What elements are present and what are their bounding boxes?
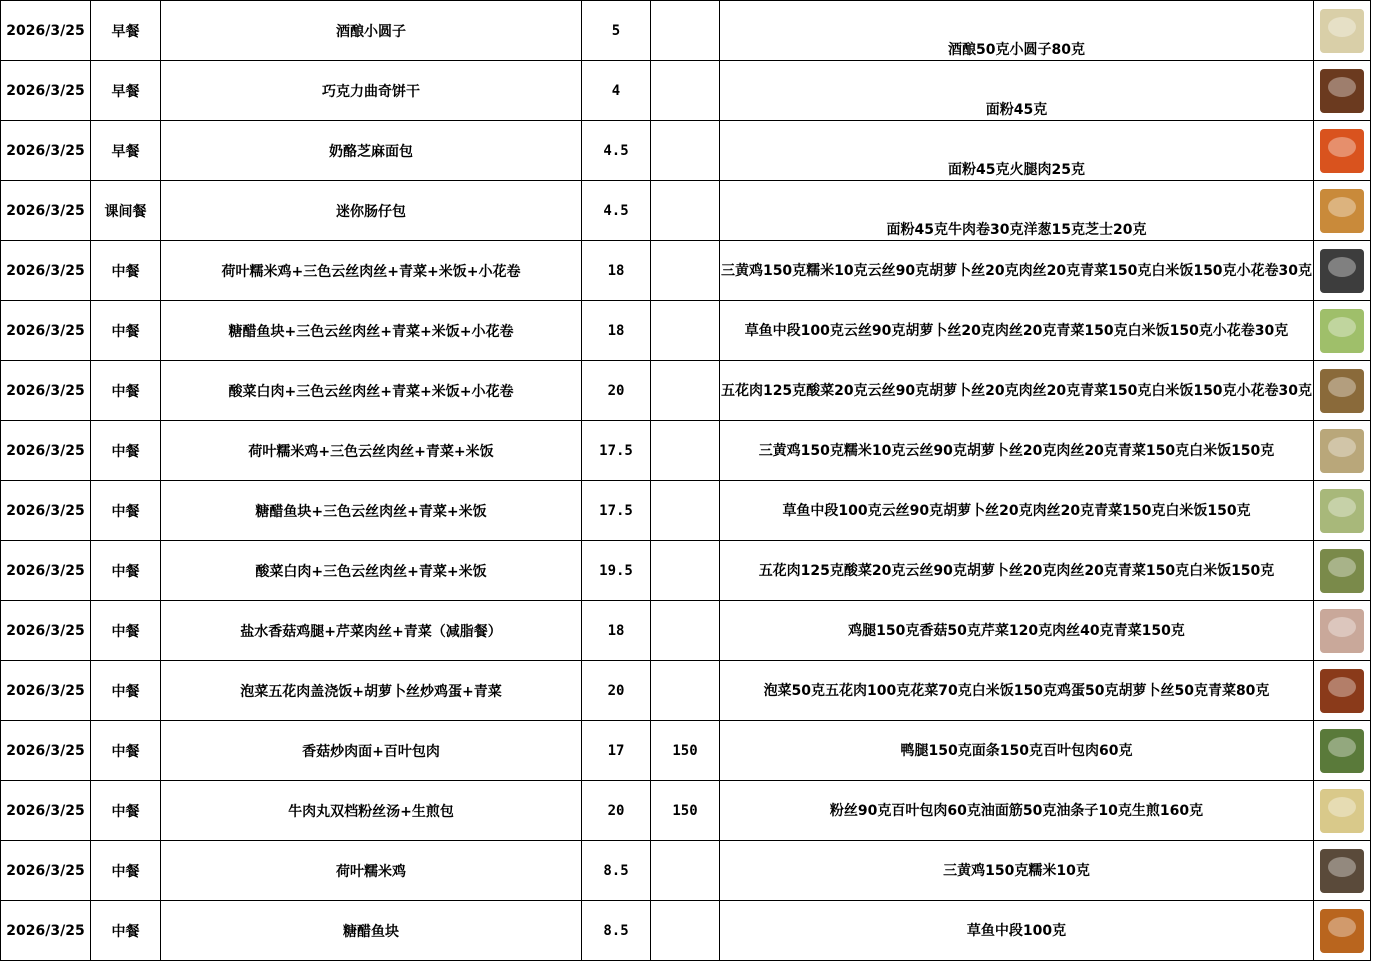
ingredients-cell [720, 481, 1314, 541]
ingredients-text: 三黄鸡150克糯米10克云丝90克胡萝卜丝20克肉丝20克青菜150克白米饭150克小花卷30克 [720, 262, 1313, 279]
dish-name-cell: 荷叶糯米鸡+三色云丝肉丝+青菜+米饭+小花卷 [161, 241, 582, 301]
table-row [1, 361, 1371, 421]
dish-image-cell [1314, 841, 1371, 901]
ingredients-cell [720, 841, 1314, 901]
dish-photo [1320, 849, 1364, 893]
dish-name-cell: 酸菜白肉+三色云丝肉丝+青菜+米饭 [161, 541, 582, 601]
table-row [1, 61, 1371, 121]
dish-name-cell: 牛肉丸双档粉丝汤+生煎包 [161, 781, 582, 841]
table-row [1, 481, 1371, 541]
meal-type-cell: 早餐 [91, 1, 161, 61]
ingredients-text: 酒酿50克小圆子80克 [948, 42, 1085, 58]
dish-name-cell: 荷叶糯米鸡+三色云丝肉丝+青菜+米饭 [161, 421, 582, 481]
table-row [1, 601, 1371, 661]
dish-photo [1320, 489, 1364, 533]
extra-cell [651, 1, 720, 61]
ingredients-text: 粉丝90克百叶包肉60克油面筋50克油条子10克生煎160克 [829, 802, 1204, 819]
price-cell: 8.5 [582, 901, 651, 961]
extra-cell: 150 [651, 781, 720, 841]
price-cell: 4.5 [582, 121, 651, 181]
dish-name-cell: 迷你肠仔包 [161, 181, 582, 241]
date-cell: 2026/3/25 [1, 61, 91, 121]
extra-cell [651, 481, 720, 541]
ingredients-cell [720, 721, 1314, 781]
date-cell: 2026/3/25 [1, 181, 91, 241]
meal-type-cell: 中餐 [91, 481, 161, 541]
table-row [1, 181, 1371, 241]
extra-cell [651, 61, 720, 121]
dish-image-cell [1314, 901, 1371, 961]
date-cell: 2026/3/25 [1, 601, 91, 661]
extra-cell [651, 181, 720, 241]
ingredients-text: 草鱼中段100克 [966, 922, 1067, 939]
price-cell: 20 [582, 361, 651, 421]
dish-photo [1320, 429, 1364, 473]
table-row [1, 661, 1371, 721]
meal-type-cell: 中餐 [91, 301, 161, 361]
menu-table-body [1, 1, 1371, 961]
meal-type-cell: 中餐 [91, 601, 161, 661]
date-cell: 2026/3/25 [1, 781, 91, 841]
table-row [1, 241, 1371, 301]
dish-name-cell: 酸菜白肉+三色云丝肉丝+青菜+米饭+小花卷 [161, 361, 582, 421]
table-row [1, 301, 1371, 361]
meal-type-cell: 中餐 [91, 361, 161, 421]
extra-cell [651, 301, 720, 361]
dish-image-cell [1314, 361, 1371, 421]
dish-name-cell: 盐水香菇鸡腿+芹菜肉丝+青菜（减脂餐） [161, 601, 582, 661]
dish-name-cell: 巧克力曲奇饼干 [161, 61, 582, 121]
date-cell: 2026/3/25 [1, 1, 91, 61]
ingredients-cell [720, 181, 1314, 241]
date-cell: 2026/3/25 [1, 841, 91, 901]
dish-image-cell [1314, 781, 1371, 841]
table-row [1, 781, 1371, 841]
price-cell: 19.5 [582, 541, 651, 601]
meal-type-cell: 中餐 [91, 901, 161, 961]
dish-photo [1320, 609, 1364, 653]
table-row [1, 901, 1371, 961]
price-cell: 20 [582, 661, 651, 721]
dish-name-cell: 糖醋鱼块 [161, 901, 582, 961]
dish-name-cell: 奶酪芝麻面包 [161, 121, 582, 181]
dish-image-cell [1314, 481, 1371, 541]
table-row [1, 541, 1371, 601]
dish-image-cell [1314, 541, 1371, 601]
meal-type-cell: 中餐 [91, 421, 161, 481]
dish-photo [1320, 189, 1364, 233]
price-cell: 18 [582, 601, 651, 661]
dish-photo [1320, 669, 1364, 713]
price-cell: 18 [582, 241, 651, 301]
price-cell: 8.5 [582, 841, 651, 901]
extra-cell [651, 841, 720, 901]
ingredients-cell [720, 241, 1314, 301]
ingredients-text: 草鱼中段100克云丝90克胡萝卜丝20克肉丝20克青菜150克白米饭150克 [782, 502, 1251, 519]
date-cell: 2026/3/25 [1, 541, 91, 601]
dish-image-cell [1314, 301, 1371, 361]
ingredients-cell [720, 601, 1314, 661]
ingredients-text: 鸡腿150克香菇50克芹菜120克肉丝40克青菜150克 [848, 622, 1185, 639]
dish-image-cell [1314, 61, 1371, 121]
extra-cell [651, 661, 720, 721]
ingredients-text: 面粉45克火腿肉25克 [948, 162, 1085, 178]
date-cell: 2026/3/25 [1, 121, 91, 181]
meal-type-cell: 早餐 [91, 121, 161, 181]
table-row [1, 1, 1371, 61]
ingredients-cell [720, 661, 1314, 721]
ingredients-cell [720, 541, 1314, 601]
dish-photo [1320, 249, 1364, 293]
ingredients-cell [720, 301, 1314, 361]
date-cell: 2026/3/25 [1, 901, 91, 961]
dish-name-cell: 糖醋鱼块+三色云丝肉丝+青菜+米饭 [161, 481, 582, 541]
dish-photo [1320, 129, 1364, 173]
ingredients-text: 三黄鸡150克糯米10克 [943, 862, 1090, 879]
extra-cell [651, 121, 720, 181]
meal-type-cell: 中餐 [91, 721, 161, 781]
price-cell: 17.5 [582, 481, 651, 541]
ingredients-text: 泡菜50克五花肉100克花菜70克白米饭150克鸡蛋50克胡萝卜丝50克青菜80克 [763, 682, 1270, 699]
date-cell: 2026/3/25 [1, 721, 91, 781]
ingredients-cell [720, 901, 1314, 961]
meal-type-cell: 中餐 [91, 781, 161, 841]
meal-type-cell: 课间餐 [91, 181, 161, 241]
ingredients-text: 五花肉125克酸菜20克云丝90克胡萝卜丝20克肉丝20克青菜150克白米饭150克小花卷30克 [720, 382, 1313, 399]
table-row [1, 421, 1371, 481]
dish-photo [1320, 789, 1364, 833]
ingredients-text: 草鱼中段100克云丝90克胡萝卜丝20克肉丝20克青菜150克白米饭150克小花卷30克 [744, 322, 1289, 339]
price-cell: 4.5 [582, 181, 651, 241]
meal-type-cell: 中餐 [91, 241, 161, 301]
ingredients-text: 面粉45克牛肉卷30克洋葱15克芝士20克 [886, 222, 1147, 238]
ingredients-text: 面粉45克 [985, 102, 1048, 118]
dish-photo [1320, 69, 1364, 113]
ingredients-cell [720, 1, 1314, 61]
extra-cell [651, 901, 720, 961]
extra-cell [651, 601, 720, 661]
dish-photo [1320, 549, 1364, 593]
dish-name-cell: 酒酿小圆子 [161, 1, 582, 61]
table-row [1, 841, 1371, 901]
dish-image-cell [1314, 721, 1371, 781]
extra-cell [651, 361, 720, 421]
table-row [1, 721, 1371, 781]
meal-type-cell: 中餐 [91, 661, 161, 721]
dish-image-cell [1314, 1, 1371, 61]
price-cell: 18 [582, 301, 651, 361]
extra-cell [651, 421, 720, 481]
ingredients-cell [720, 421, 1314, 481]
dish-photo [1320, 729, 1364, 773]
date-cell: 2026/3/25 [1, 661, 91, 721]
dish-name-cell: 糖醋鱼块+三色云丝肉丝+青菜+米饭+小花卷 [161, 301, 582, 361]
date-cell: 2026/3/25 [1, 301, 91, 361]
dish-name-cell: 泡菜五花肉盖浇饭+胡萝卜丝炒鸡蛋+青菜 [161, 661, 582, 721]
extra-cell: 150 [651, 721, 720, 781]
dish-name-cell: 荷叶糯米鸡 [161, 841, 582, 901]
price-cell: 17 [582, 721, 651, 781]
price-cell: 17.5 [582, 421, 651, 481]
meal-type-cell: 早餐 [91, 61, 161, 121]
dish-image-cell [1314, 661, 1371, 721]
price-cell: 4 [582, 61, 651, 121]
dish-name-cell: 香菇炒肉面+百叶包肉 [161, 721, 582, 781]
dish-image-cell [1314, 601, 1371, 661]
dish-image-cell [1314, 421, 1371, 481]
meal-type-cell: 中餐 [91, 841, 161, 901]
meal-type-cell: 中餐 [91, 541, 161, 601]
extra-cell [651, 541, 720, 601]
price-cell: 5 [582, 1, 651, 61]
ingredients-text: 五花肉125克酸菜20克云丝90克胡萝卜丝20克肉丝20克青菜150克白米饭150克 [758, 562, 1275, 579]
dish-image-cell [1314, 181, 1371, 241]
dish-image-cell [1314, 241, 1371, 301]
dish-image-cell [1314, 121, 1371, 181]
dish-photo [1320, 369, 1364, 413]
extra-cell [651, 241, 720, 301]
ingredients-cell [720, 121, 1314, 181]
ingredients-cell [720, 781, 1314, 841]
ingredients-cell [720, 61, 1314, 121]
dish-photo [1320, 309, 1364, 353]
dish-photo [1320, 909, 1364, 953]
price-cell: 20 [582, 781, 651, 841]
ingredients-text: 鸭腿150克面条150克百叶包肉60克 [900, 742, 1133, 759]
dish-photo [1320, 9, 1364, 53]
date-cell: 2026/3/25 [1, 361, 91, 421]
table-row [1, 121, 1371, 181]
date-cell: 2026/3/25 [1, 481, 91, 541]
ingredients-cell [720, 361, 1314, 421]
date-cell: 2026/3/25 [1, 421, 91, 481]
ingredients-text: 三黄鸡150克糯米10克云丝90克胡萝卜丝20克肉丝20克青菜150克白米饭150克 [758, 442, 1275, 459]
date-cell: 2026/3/25 [1, 241, 91, 301]
